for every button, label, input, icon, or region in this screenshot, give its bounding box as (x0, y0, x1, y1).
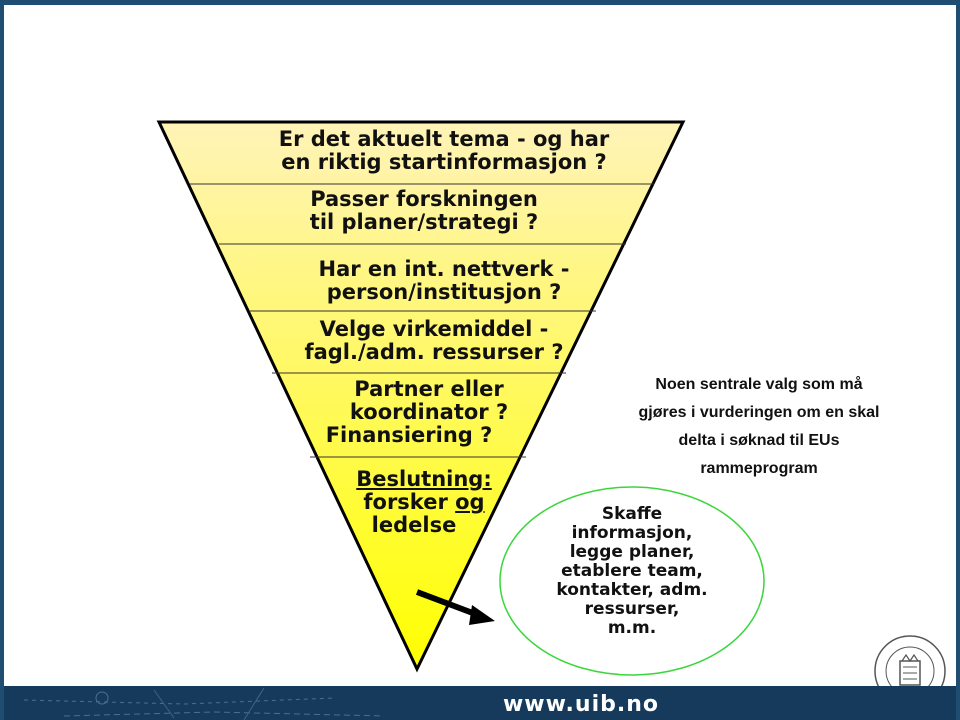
funnel-step-4: Velge virkemiddel - fagl./adm. ressurser ? (304, 317, 564, 364)
funnel-step-6-line-2: forsker og (363, 490, 485, 514)
footer-url[interactable]: www.uib.no (502, 692, 659, 717)
funnel-step-1: Er det aktuelt tema - og har en riktig startinformasjon ? (278, 127, 610, 174)
footer-bar (4, 686, 960, 720)
footer-map-decoration (4, 686, 424, 720)
funnel-step-2: Passer forskningen til planer/strategi ? (309, 187, 539, 234)
side-note: Noen sentrale valg som må gjøres i vurderingen om en skal delta i søknad til EUs rammeprogram (638, 376, 880, 477)
funnel-step-6: Beslutning: forsker og ledelse (324, 468, 524, 537)
funnel-step-3: Har en int. nettverk - person/institusjon ? (318, 257, 570, 304)
ellipse-text: Skaffe informasjon, legge planer, etablere team, kontakter, adm. ressurser, m.m. (556, 504, 708, 638)
arrow-head (469, 605, 495, 625)
funnel-step-5: Partner eller koordinator ? Finansiering ? (325, 377, 509, 447)
